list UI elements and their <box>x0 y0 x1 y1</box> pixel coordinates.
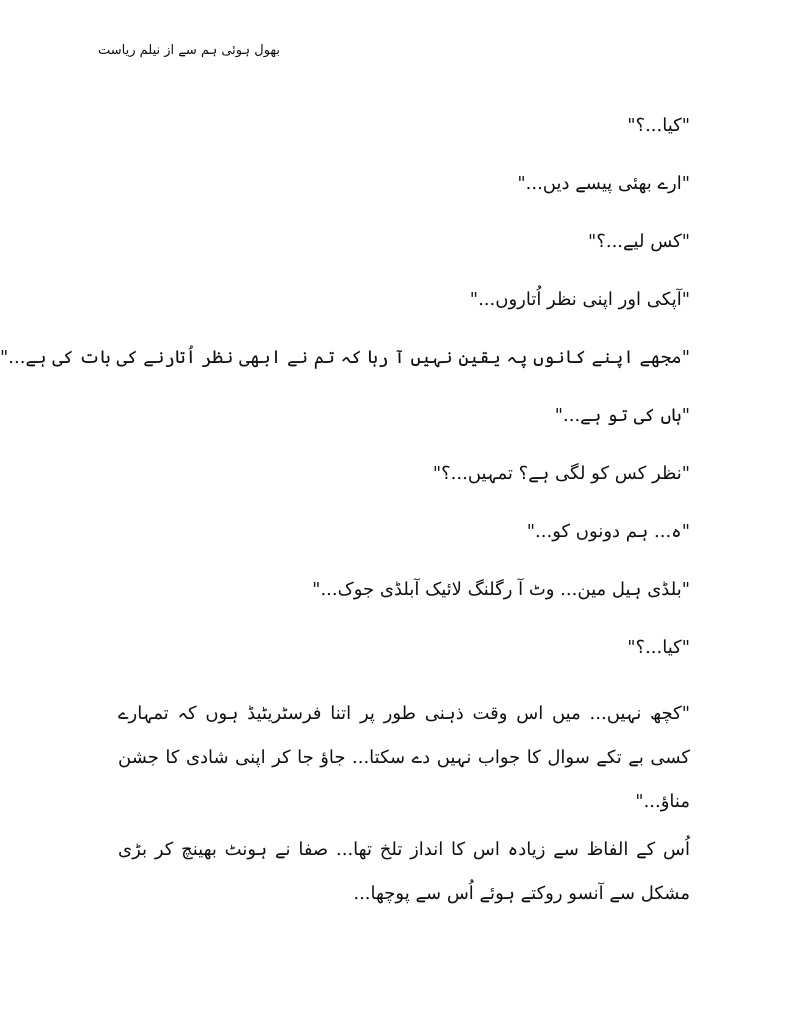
dialogue-line: "بلڈی ہیل مین... وٹ آ رگلنگ لائیک آبلڈی جوک..." <box>312 579 690 600</box>
narration-paragraph: اُس کے الفاظ سے زیادہ اس کا انداز تلخ تھا... صفا نے ہونٹ بھینچ کر بڑی مشکل سے آنسو روکتے ہوئے اُس سے پوچھا... <box>118 839 690 904</box>
dialogue-line: "کیا...؟" <box>627 115 690 136</box>
dialogue-line: "ہاں کی تو ہے..." <box>554 405 690 426</box>
dialogue-paragraph: "کچھ نہیں... میں اس وقت ذہنی طور پر اتنا فرسٹریٹیڈ ہوں کہ تمہارے کسی بے تکے سوال کا جواب نہیں دے سکتا... جاؤ جا کر اپنی شادی کا جشن مناؤ..." <box>118 703 690 812</box>
dialogue-line: "کیا...؟" <box>627 637 690 658</box>
dialogue-line: "ارے بھئی پیسے دیں..." <box>517 173 690 194</box>
dialogue-line: "نظر کس کو لگی ہے؟ تمہیں...؟" <box>432 463 690 484</box>
dialogue-line: "ہ... ہم دونوں کو..." <box>526 521 690 542</box>
dialogue-line: "آپکی اور اپنی نظر اُتاروں..." <box>469 289 690 310</box>
running-header: بھول ہوئی ہم سے از نیلم ریاست <box>98 43 281 58</box>
dialogue-line: "مجھے اپنے کانوں پہ یقین نہیں آ رہا کہ تم نے ابھی نظر اُتارنے کی بات کی ہے..." <box>0 347 690 368</box>
dialogue-line: "کس لیے...؟" <box>588 231 690 252</box>
body-text <box>0 112 690 920</box>
